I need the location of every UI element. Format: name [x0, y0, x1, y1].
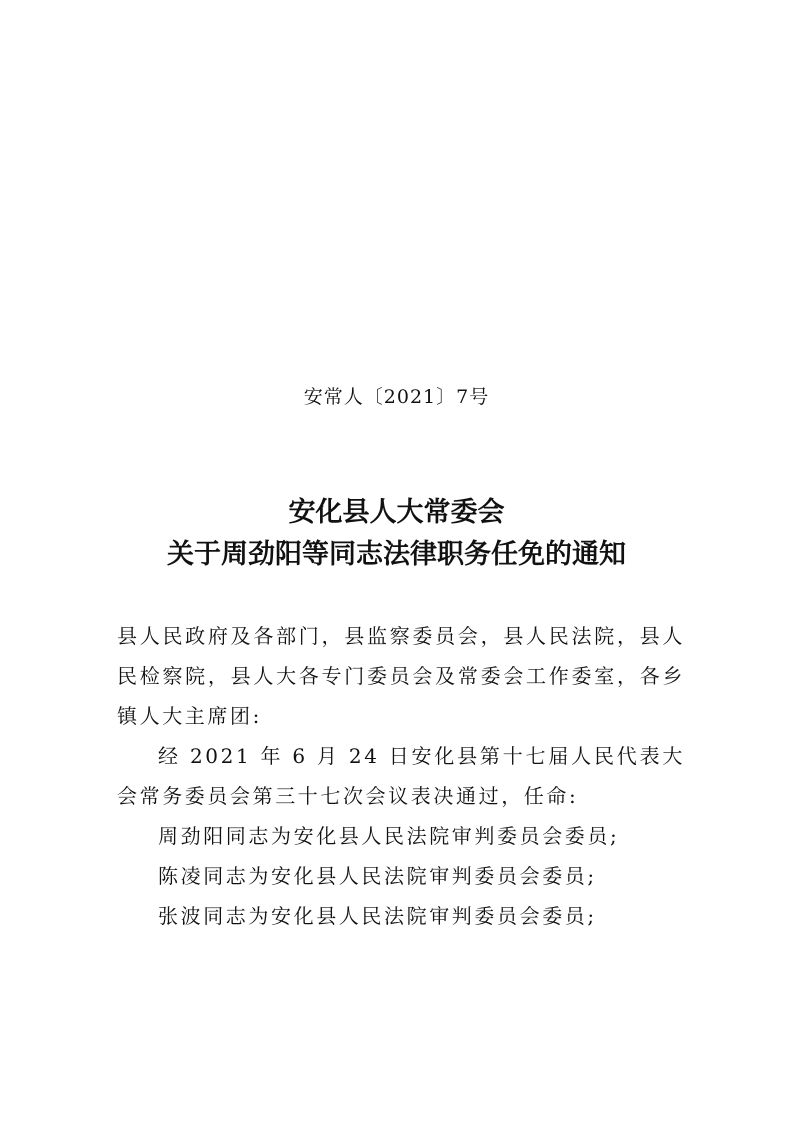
document-number: 安常人〔2021〕7号 [303, 386, 490, 408]
appointment-item: 陈凌同志为安化县人民法院审判委员会委员; [158, 864, 597, 888]
appointment-item: 周劲阳同志为安化县人民法院审判委员会委员; [158, 824, 620, 848]
addressee-paragraph: 县人民政府及各部门，县监察委员会，县人民法院，县人民检察院，县人大各专门委员会及常委会工作委室，各乡镇人大主席团: [117, 624, 685, 728]
intro-paragraph: 经 2021 年 6 月 24 日安化县第十七届人民代表大会常务委员会第三十七次会议表决通过，任命: [117, 744, 685, 808]
document-body [117, 616, 685, 936]
title-line-1: 安化县人大常委会 [288, 497, 505, 528]
document-title [0, 492, 793, 576]
appointment-item: 张波同志为安化县人民法院审判委员会委员; [158, 904, 597, 928]
title-line-2: 关于周劲阳等同志法律职务任免的通知 [167, 539, 626, 570]
